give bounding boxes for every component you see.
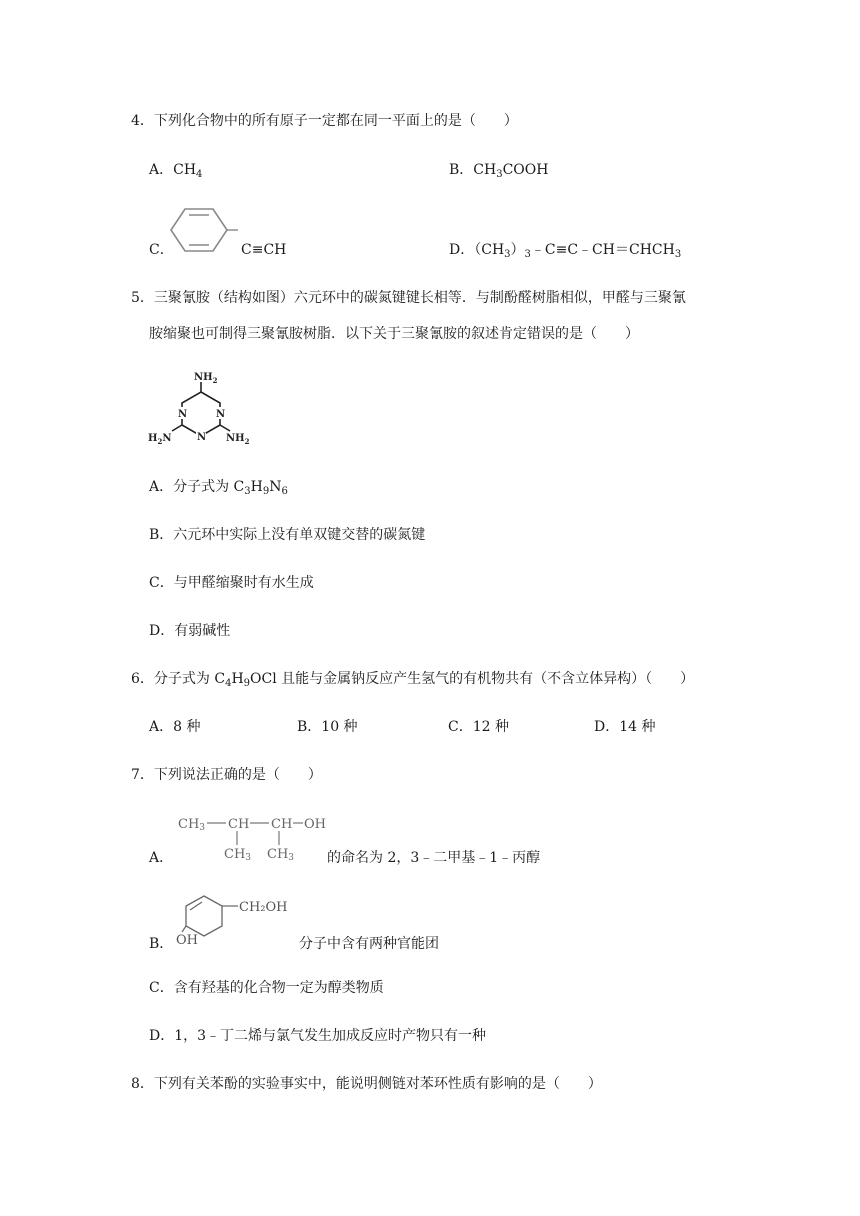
svg-text:CH3: CH3 [267, 847, 295, 863]
formula-part: ） [510, 242, 525, 258]
option-label: C． [149, 242, 174, 258]
subscript: 3 [496, 169, 503, 180]
subscript: 9 [243, 678, 251, 689]
q7-option-a-label: A． [149, 850, 174, 866]
svg-text:N: N [178, 409, 188, 420]
svg-text:OH: OH [176, 933, 198, 948]
svg-text:NH2: $NH_2$ [226, 433, 250, 446]
q5-option-d: D．有弱碱性 [149, 623, 231, 639]
subscript: 3 [504, 249, 511, 260]
formula-part: CH [473, 162, 497, 178]
svg-text:CH: CH [271, 817, 293, 832]
q7-option-d: D．1，3﹣丁二烯与氯气发生加成反应时产物只有一种 [149, 1028, 487, 1044]
q4-option-b [449, 160, 548, 180]
formula-part: ﹣C≡C﹣CH＝CHCH [530, 242, 675, 258]
svg-text:CH₂OH: CH₂OH [239, 900, 288, 915]
subscript: 6 [281, 486, 288, 497]
subscript: 9 [262, 486, 270, 497]
q5-option-c: C．与甲醛缩聚时有水生成 [149, 575, 314, 591]
formula-part: H [231, 671, 244, 687]
svg-text:CH: CH [228, 817, 250, 832]
svg-text:N: N [216, 409, 226, 420]
question-5-stem-line2: 胺缩聚也可制得三聚氰胺树脂．以下关于三聚氰胺的叙述肯定错误的是（ ） [149, 326, 639, 342]
stem-text: 6．分子式为 C [131, 671, 226, 687]
formula-part: H [250, 479, 263, 495]
q5-option-a [149, 477, 288, 497]
subscript: 3 [674, 249, 682, 260]
subscript: 4 [196, 169, 203, 180]
melamine-structure [146, 368, 256, 454]
q7-a-structure-image [176, 812, 326, 864]
q6-option-c: C．12 种 [448, 719, 509, 735]
q7-option-b-text: 分子中含有两种官能团 [299, 936, 439, 952]
subscript: 3 [244, 486, 251, 497]
q5-option-b: B．六元环中实际上没有单双键交替的碳氮键 [149, 527, 426, 543]
option-label: B． [449, 162, 474, 178]
svg-text:CH3: CH3 [178, 817, 206, 833]
option-label: A． [149, 162, 174, 178]
q4-option-d [449, 240, 681, 260]
q7-b-structure-image [172, 890, 302, 950]
q6-option-d: D．14 种 [594, 719, 656, 735]
subscript: 3 [524, 249, 531, 260]
option-label: D． [449, 242, 475, 258]
q6-option-b: B．10 种 [297, 719, 358, 735]
question-5-stem-line1: 5．三聚氰胺（结构如图）六元环中的碳氮键键长相等．与制酚醛树脂相似，甲醛与三聚氰 [131, 290, 686, 306]
svg-text:OH: OH [304, 817, 326, 832]
option-text: A．分子式为 C [149, 479, 245, 495]
q6-option-a: A．8 种 [149, 719, 201, 735]
question-7-stem: 7．下列说法正确的是（ ） [131, 767, 322, 783]
q4-option-a [149, 160, 202, 180]
svg-text:N: N [197, 432, 207, 443]
stem-text: OCl 且能与金属钠反应产生氢气的有机物共有（不含立体异构）（ ） [250, 671, 695, 687]
benzene-ring-structure [170, 203, 240, 255]
svg-text:NH2: $NH_2$ [194, 372, 218, 385]
question-6-stem [131, 669, 694, 689]
q4-option-c-suffix: C≡CH [241, 242, 287, 258]
q7-option-b-label: B． [149, 936, 174, 952]
question-8-stem: 8．下列有关苯酚的实验事实中，能说明侧链对苯环性质有影响的是（ ） [131, 1076, 602, 1092]
svg-text:H2N: $H_2N$ [148, 433, 172, 446]
q7-option-c: C．含有羟基的化合物一定为醇类物质 [149, 980, 384, 996]
formula-part: （CH [474, 242, 505, 258]
formula-part: CH [173, 162, 197, 178]
question-4-stem: 4．下列化合物中的所有原子一定都在同一平面上的是（ ） [131, 113, 518, 129]
subscript: 4 [225, 678, 232, 689]
q7-option-a-text: 的命名为 2，3﹣二甲基﹣1﹣丙醇 [327, 850, 541, 866]
svg-text:CH3: CH3 [224, 847, 252, 863]
formula-part: COOH [502, 162, 549, 178]
formula-part: N [269, 479, 282, 495]
